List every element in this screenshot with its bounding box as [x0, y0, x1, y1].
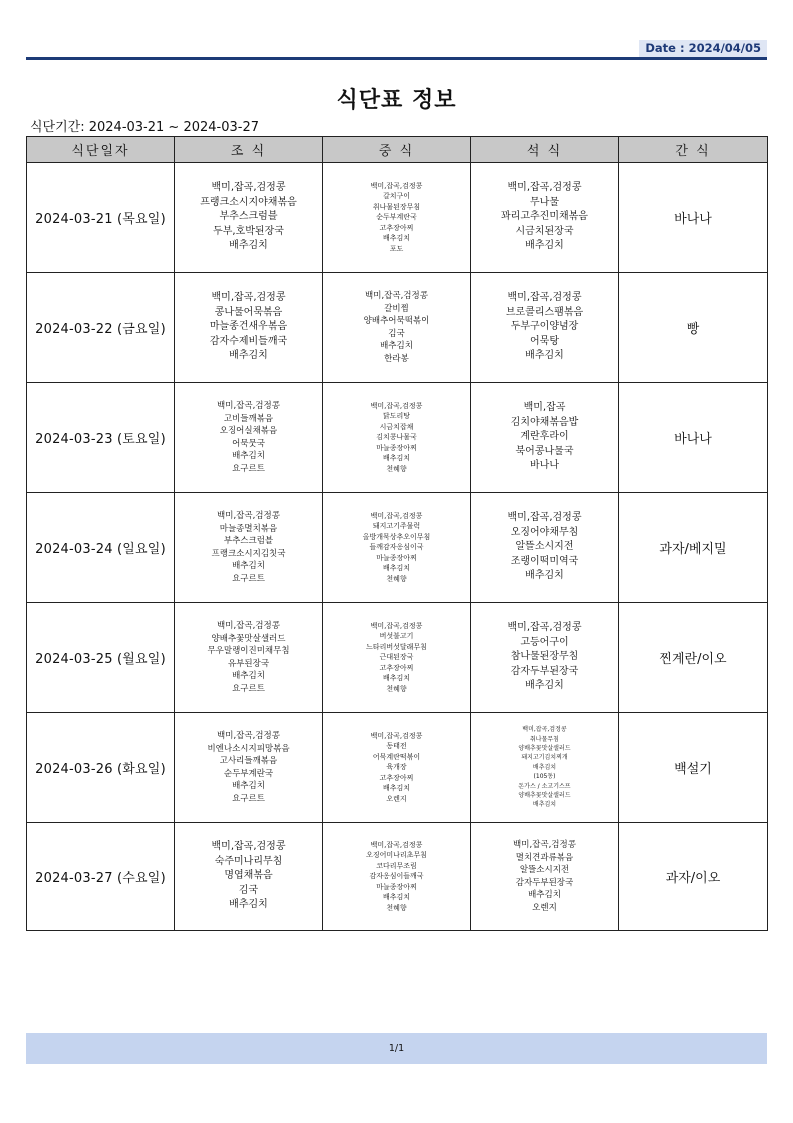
menu-item: 감자수제비들깨국: [209, 335, 288, 347]
menu-item: 갈치구이: [382, 192, 411, 201]
menu-item: 오렌지: [532, 902, 557, 913]
menu-item: 양배추어묵떡볶이: [363, 316, 430, 326]
menu-item: 백미,잡곡,검정콩: [217, 731, 280, 741]
snack-cell: 과자/베지밀: [619, 493, 768, 603]
menu-item: 요구르트: [232, 793, 265, 804]
lunch-cell: [323, 493, 471, 603]
meal-date-cell: 2024-03-22 (금요일): [27, 273, 175, 383]
menu-item: 두부구이양념장: [510, 321, 579, 333]
meal-date-cell: 2024-03-25 (월요일): [27, 603, 175, 713]
menu-item: 코다리무조림: [376, 861, 417, 870]
menu-item: 배추김치: [532, 763, 557, 771]
table-row: [27, 713, 768, 823]
snack-cell: 바나나: [619, 163, 768, 273]
menu-item: 닭도리탕: [382, 412, 411, 421]
menu-item: 부추스크럼블: [223, 536, 274, 546]
menu-item: 배추김치: [525, 680, 564, 692]
breakfast-menu-list: [178, 730, 319, 805]
breakfast-menu-list: [178, 620, 319, 695]
menu-item: 배추김치: [229, 899, 268, 911]
menu-item: 두부,호박된장국: [213, 225, 284, 237]
menu-item: 꽈리고추진미채볶음: [501, 211, 588, 223]
menu-item: 백미,잡곡,검정콩: [211, 841, 286, 853]
menu-item: 백미,잡곡,검정콩: [370, 511, 423, 520]
menu-item: 요구르트: [232, 683, 265, 694]
menu-item: 프랭크소시지야채볶음: [200, 196, 297, 208]
menu-item: 무나물: [530, 196, 559, 208]
menu-item: 시금치된장국: [515, 225, 574, 237]
menu-item: 부추스크럼블: [219, 211, 278, 223]
menu-item: 올방개묵상추오이무침: [362, 532, 431, 541]
breakfast-cell: [175, 273, 323, 383]
dinner-cell: [471, 603, 619, 713]
dinner-menu-list: [474, 291, 615, 364]
breakfast-cell: [175, 823, 323, 931]
dinner-cell: [471, 713, 619, 823]
snack-cell: 과자/이오: [619, 823, 768, 931]
menu-item: 배추김치: [382, 893, 411, 902]
dinner-cell: [471, 383, 619, 493]
dinner-cell: [471, 823, 619, 931]
menu-item: 무우말랭이진미채무침: [207, 646, 290, 656]
breakfast-menu-list: [178, 840, 319, 913]
breakfast-menu-list: [178, 181, 319, 254]
menu-item: 백미,잡곡,검정콩: [370, 621, 423, 630]
menu-item: 백미,잡곡,검정콩: [370, 181, 423, 190]
meal-date-cell: 2024-03-23 (토요일): [27, 383, 175, 493]
snack-cell: 백설기: [619, 713, 768, 823]
breakfast-menu-list: [178, 510, 319, 585]
lunch-menu-list: [326, 290, 467, 365]
menu-item: 고등어구이: [520, 636, 569, 648]
meal-date-cell: 2024-03-24 (일요일): [27, 493, 175, 603]
dinner-menu-list: [474, 511, 615, 584]
column-header-dinner: 석 식: [471, 137, 619, 163]
snack-cell: 찐계란/이오: [619, 603, 768, 713]
menu-item: 김국: [388, 328, 405, 339]
table-row: [27, 383, 768, 493]
dinner-menu-list: [474, 401, 615, 474]
menu-item: 김치콩나물국: [376, 433, 417, 442]
menu-item: 마늘종장아찌: [376, 882, 417, 891]
menu-item: 배추김치: [232, 671, 265, 681]
menu-item: 한라봉: [384, 353, 409, 364]
lunch-menu-list: [326, 181, 467, 255]
menu-item: 배추김치: [525, 350, 564, 362]
menu-item: 감자두부된장국: [515, 877, 574, 888]
menu-item: 취나물무침: [530, 735, 559, 743]
dinner-menu-list: [474, 181, 615, 254]
breakfast-cell: [175, 603, 323, 713]
menu-item: 배추김치: [382, 784, 411, 793]
breakfast-menu-list: [178, 291, 319, 364]
menu-item: 배추김치: [382, 234, 411, 243]
menu-item: 유부된장국: [227, 658, 270, 669]
menu-item: 백미,잡곡,검정콩: [211, 292, 286, 304]
dinner-cell: [471, 273, 619, 383]
menu-item: 백미,잡곡,검정콩: [370, 731, 423, 740]
page-title: 식단표 정보: [336, 88, 457, 113]
breakfast-cell: [175, 713, 323, 823]
lunch-cell: [323, 163, 471, 273]
menu-item: 취나물된장무침: [372, 202, 421, 211]
menu-item: 감자옹심이들깨국: [369, 872, 424, 881]
menu-item: 돼지고기주물럭: [372, 522, 421, 531]
menu-item: 천혜향: [386, 684, 407, 693]
menu-item: 명엽채볶음: [224, 870, 273, 882]
lunch-menu-list: [326, 621, 467, 695]
menu-item: 백미,잡곡,검정콩: [217, 511, 280, 521]
lunch-menu-list: [326, 511, 467, 585]
footer-page-indicator: 1/1: [26, 1033, 767, 1064]
menu-item: 배추김치: [525, 240, 564, 252]
menu-item: 양배추꽃맛살샐러드: [518, 744, 571, 752]
menu-item: 백미,잡곡,검정콩: [507, 182, 582, 194]
menu-item: 배추김치: [229, 350, 268, 362]
menu-item: 천혜향: [386, 903, 407, 912]
menu-item: 참나물된장무침: [510, 651, 579, 663]
dinner-cell: [471, 493, 619, 603]
menu-item: 오렌지: [386, 794, 407, 803]
menu-item: 어묵탕: [530, 335, 559, 347]
menu-item: 백미,잡곡,검정콩: [507, 512, 582, 524]
column-header-snack: 간 식: [619, 137, 768, 163]
dinner-cell: [471, 163, 619, 273]
menu-item: 브로콜리스팸볶음: [505, 306, 584, 318]
menu-item: 바나나: [530, 460, 559, 472]
menu-item: 김국: [238, 884, 259, 896]
column-header-lunch: 중 식: [323, 137, 471, 163]
menu-item: 콩나물어묵볶음: [214, 306, 283, 318]
menu-item: 백미,잡곡,검정콩: [522, 726, 567, 734]
menu-item: 마늘종장아찌: [376, 553, 417, 562]
column-header-breakfast: 조 식: [175, 137, 323, 163]
menu-item: 백미,잡곡,검정콩: [370, 840, 423, 849]
menu-item: 천혜향: [386, 574, 407, 583]
menu-item: 마늘종장아찌: [376, 443, 417, 452]
table-body: [27, 163, 768, 931]
menu-item: 느타리버섯달래무침: [366, 642, 427, 651]
menu-item: 어묵계란떡볶이: [372, 752, 421, 761]
lunch-cell: [323, 383, 471, 493]
column-header-date: 식단일자: [27, 137, 175, 163]
menu-item: 고사리들깨볶음: [219, 756, 278, 766]
table-row: [27, 163, 768, 273]
menu-item: 양배추꽃맛살샐러드: [518, 792, 571, 800]
menu-item: 들깨감자옹심이국: [369, 543, 424, 552]
table-row: [27, 823, 768, 931]
menu-item: 배추김치: [380, 341, 413, 351]
menu-item: 배추김치: [232, 451, 265, 461]
meal-date-cell: 2024-03-21 (목요일): [27, 163, 175, 273]
menu-item: 오징어야채무침: [510, 526, 579, 538]
snack-cell: 바나나: [619, 383, 768, 493]
menu-item: 고추장아찌: [379, 663, 414, 672]
menu-item: 어묵뭇국: [232, 438, 265, 449]
menu-item: 시금치잡채: [379, 422, 414, 431]
menu-item: 백미,잡곡,검정콩: [365, 291, 428, 301]
menu-item: (105동): [533, 773, 556, 781]
menu-item: 백미,잡곡,검정콩: [507, 292, 582, 304]
menu-item: 육개장: [386, 763, 407, 772]
menu-item: 백미,잡곡,검정콩: [370, 401, 423, 410]
dinner-menu-list: [474, 725, 615, 810]
menu-item: 감자두부된장국: [510, 665, 579, 677]
menu-item: 배추김치: [532, 801, 557, 809]
menu-item: 고추장아찌: [379, 773, 414, 782]
menu-item: 오징어미나리초무침: [366, 851, 427, 860]
report-date-badge: Date : 2024/04/05: [639, 40, 767, 57]
menu-item: 북어콩나물국: [515, 445, 574, 457]
menu-item: 백미,잡곡,검정콩: [513, 840, 576, 850]
lunch-cell: [323, 823, 471, 931]
menu-item: 배추김치: [382, 674, 411, 683]
menu-item: 김치야채볶음밥: [510, 416, 579, 428]
menu-item: 양배추꽃맛살샐러드: [211, 633, 286, 644]
menu-item: 조랭이떡미역국: [510, 555, 579, 567]
menu-item: 배추김치: [382, 564, 411, 573]
menu-item: 돈가스 / 소고기스프: [518, 782, 571, 790]
breakfast-cell: [175, 163, 323, 273]
menu-item: 마늘종건새우볶음: [209, 321, 288, 333]
lunch-cell: [323, 603, 471, 713]
menu-item: 동태전: [386, 742, 407, 751]
menu-item: 멸치견과류볶음: [515, 852, 574, 863]
table-row: [27, 603, 768, 713]
menu-item: 순두부계란국: [223, 768, 274, 779]
dinner-menu-list: [474, 621, 615, 694]
menu-item: 오징어실채볶음: [219, 426, 278, 436]
lunch-cell: [323, 273, 471, 383]
lunch-cell: [323, 713, 471, 823]
menu-item: 백미,잡곡,검정콩: [507, 622, 582, 634]
menu-period: 식단기간: 2024-03-21 ~ 2024-03-27: [30, 120, 260, 135]
snack-cell: 빵: [619, 273, 768, 383]
menu-item: 배추김치: [382, 454, 411, 463]
menu-item: 배추김치: [232, 561, 265, 571]
lunch-menu-list: [326, 401, 467, 475]
menu-item: 고추장아찌: [379, 223, 414, 232]
table-header-row: [27, 137, 768, 163]
menu-item: 근대된장국: [379, 653, 414, 662]
breakfast-menu-list: [178, 400, 319, 475]
menu-item: 백미,잡곡: [523, 402, 566, 414]
menu-item: 마늘종멸치볶음: [219, 523, 278, 534]
menu-item: 배추김치: [525, 570, 564, 582]
menu-item: 알뜰소시지전: [515, 541, 574, 553]
meal-date-cell: 2024-03-26 (화요일): [27, 713, 175, 823]
table-row: [27, 493, 768, 603]
meal-date-cell: 2024-03-27 (수요일): [27, 823, 175, 931]
menu-item: 계란후라이: [520, 431, 569, 443]
lunch-menu-list: [326, 840, 467, 914]
menu-item: 백미,잡곡,검정콩: [217, 621, 280, 631]
menu-item: 요구르트: [232, 573, 265, 584]
breakfast-cell: [175, 493, 323, 603]
menu-item: 배추김치: [229, 240, 268, 252]
menu-item: 포도: [389, 244, 404, 253]
menu-item: 숙주미나리무침: [214, 855, 283, 867]
dinner-menu-list: [474, 839, 615, 914]
header-divider: [26, 57, 767, 60]
menu-item: 백미,잡곡,검정콩: [211, 182, 286, 194]
menu-item: 갈비찜: [384, 303, 409, 314]
breakfast-cell: [175, 383, 323, 493]
menu-item: 백미,잡곡,검정콩: [217, 401, 280, 411]
lunch-menu-list: [326, 731, 467, 805]
meal-plan-table: [26, 136, 768, 931]
menu-item: 고비들깨볶음: [223, 413, 274, 424]
menu-item: 프랭크소시지김칫국: [211, 548, 286, 559]
menu-item: 천혜향: [386, 464, 407, 473]
menu-item: 배추김치: [232, 781, 265, 791]
menu-item: 알뜰소시지전: [519, 865, 570, 875]
menu-item: 버섯불고기: [379, 632, 414, 641]
menu-item: 돼지고기김치찌개: [521, 754, 568, 762]
menu-item: 요구르트: [232, 463, 265, 474]
menu-item: 순두부계란국: [376, 213, 417, 222]
table-row: [27, 273, 768, 383]
menu-item: 배추김치: [528, 890, 561, 900]
menu-item: 비엔나소시지피망볶음: [207, 743, 290, 754]
